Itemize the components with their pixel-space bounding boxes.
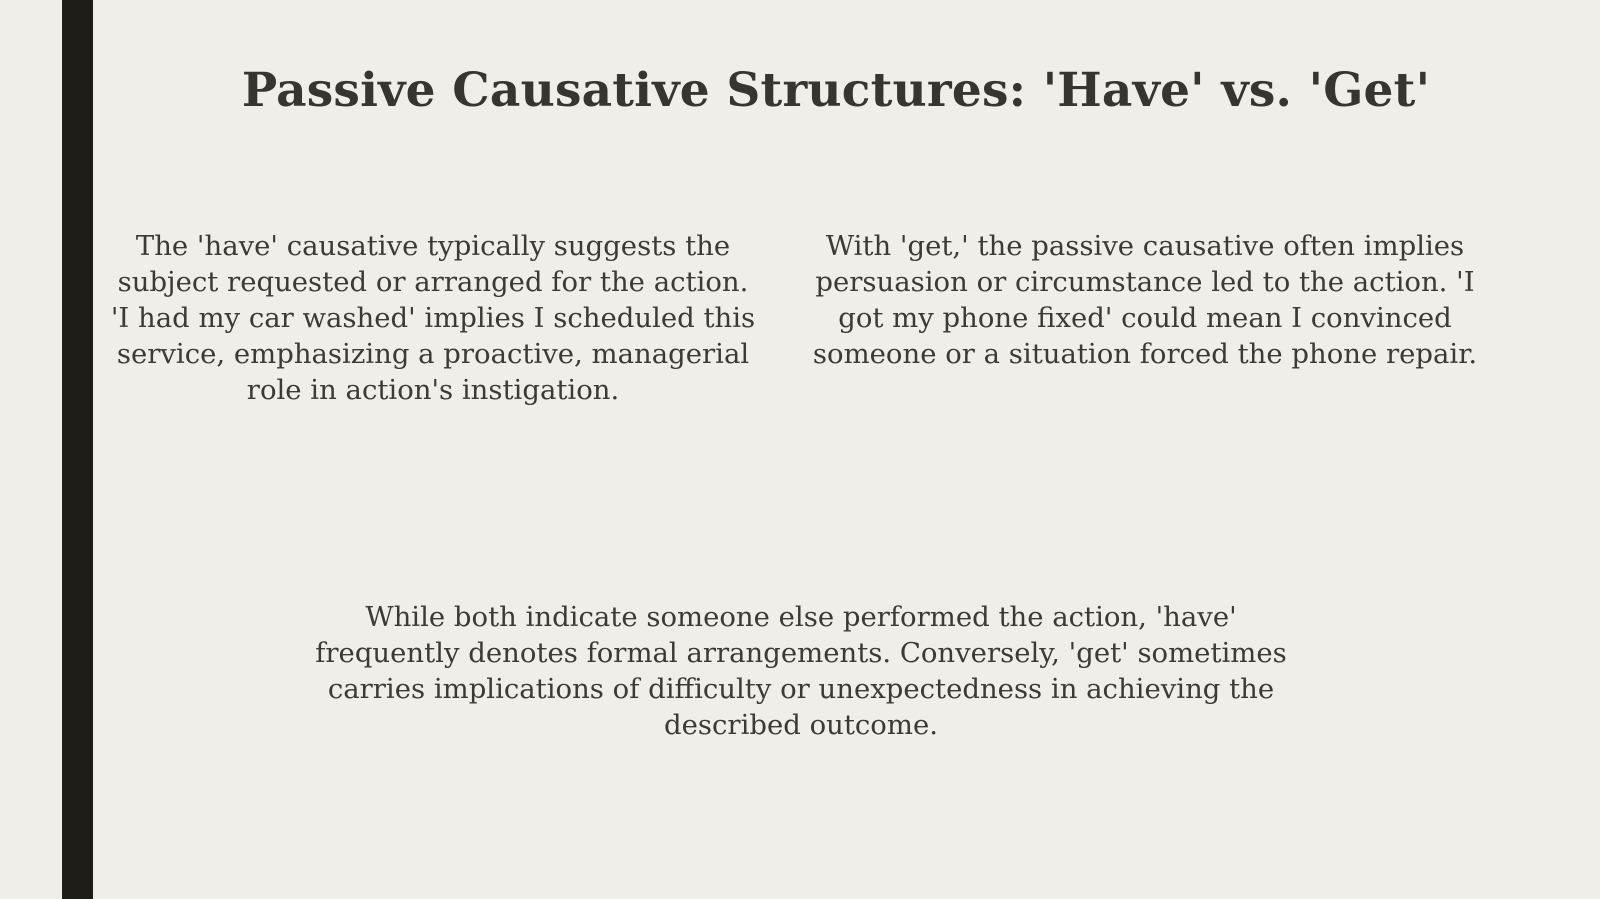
comparison-paragraph: While both indicate someone else performed the action, 'have' frequently denotes formal arrangements. Conversely, 'get' sometimes carries implications of difficulty or unexpectedness in achieving the described outcome. (315, 601, 1287, 741)
slide-title: Passive Causative Structures: 'Have' vs. 'Get' (241, 63, 1431, 118)
accent-bar (62, 0, 93, 899)
get-causative-paragraph: With 'get,' the passive causative often implies persuasion or circumstance led to the action. 'I got my phone fixed' could mean I convinced someone or a situation forced the phone repair. (812, 230, 1478, 370)
have-causative-paragraph: The 'have' causative typically suggests the subject requested or arranged for the action. 'I had my car washed' implies I scheduled this service, emphasizing a proactive, managerial role in action's instigation. (110, 230, 756, 406)
